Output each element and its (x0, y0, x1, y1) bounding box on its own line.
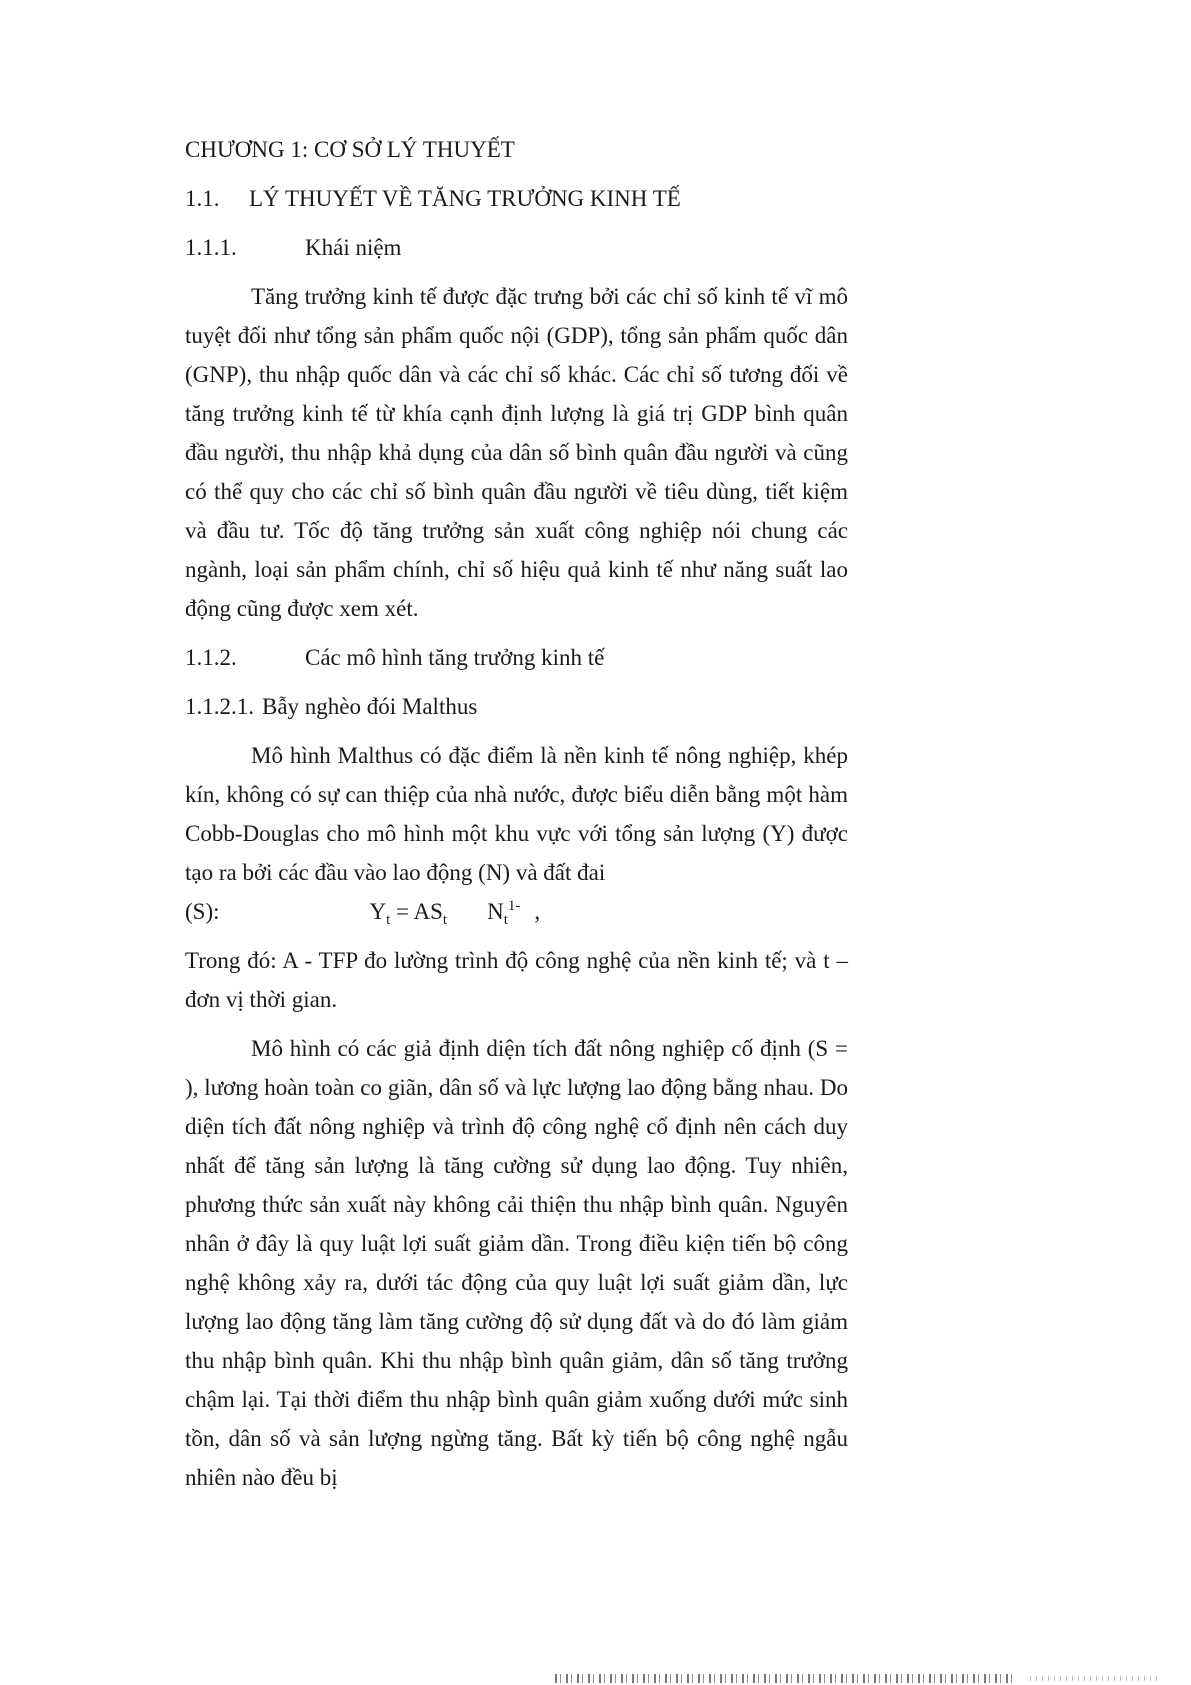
chapter-heading: CHƯƠNG 1: CƠ SỞ LÝ THUYẾT (185, 137, 515, 162)
next-page-preview-artifact-right (1030, 1676, 1160, 1681)
section-number: 1.1.1. (185, 235, 237, 260)
section-title: Khái niệm (305, 235, 402, 260)
section-title: Các mô hình tăng trưởng kinh tế (305, 645, 605, 670)
formula-exponent: 1- (507, 898, 521, 914)
document-page (185, 130, 848, 1507)
next-page-preview-artifact (555, 1674, 1017, 1683)
formula-n: N (487, 899, 504, 924)
paragraph-khai-niem: Tăng trưởng kinh tế được đặc trưng bởi các chỉ số kinh tế vĩ mô tuyệt đối như tổng sản phẩm quốc nội (GDP), tổng sản phẩm quốc dân (GNP), thu nhập quốc dân và các chỉ số khác. Các chỉ số tương đối về tăng trưởng kinh tế từ khía cạnh định lượng là giá trị GDP bình quân đầu người, thu nhập khả dụng của dân số bình quân đầu người và cũng có thể quy cho các chỉ số bình quân đầu người về tiêu dùng, tiết kiệm và đầu tư. Tốc độ tăng trưởng sản xuất công nghiệp nói chung các ngành, loại sản phẩm chính, chỉ số hiệu quả kinh tế như năng suất lao động cũng được xem xét. (185, 284, 848, 621)
section-heading-1-1 (185, 179, 848, 218)
formula-lead: (S): (185, 899, 220, 924)
paragraph-gia-dinh: Mô hình có các giả định diện tích đất nông nghiệp cố định (S = ), lương hoàn toàn co giãn, dân số và lực lượng lao động bằng nhau. Do diện tích đất nông nghiệp và trình độ công nghệ cố định nên cách duy nhất để tăng sản lượng là tăng cường sử dụng lao động. Tuy nhiên, phương thức sản xuất này không cải thiện thu nhập bình quân. Nguyên nhân ở đây là quy luật lợi suất giảm dần. Trong điều kiện tiến bộ công nghệ không xảy ra, dưới tác động của quy luật lợi suất giảm dần, lực lượng lao động tăng làm tăng cường độ sử dụng đất và do đó làm giảm thu nhập bình quân. Khi thu nhập bình quân giảm, dân số tăng trưởng chậm lại. Tại thời điểm thu nhập bình quân giảm xuống dưới mức sinh tồn, dân số và sản lượng ngừng tăng. Bất kỳ tiến bộ công nghệ ngẫu nhiên nào đều bị (185, 1036, 848, 1490)
section-heading-1-1-1 (185, 228, 848, 267)
formula-n-term (487, 892, 520, 931)
formula-equals-as: = AS (390, 899, 443, 924)
section-number: 1.1.2. (185, 645, 237, 670)
paragraph-trong-do: Trong đó: A - TFP đo lường trình độ công nghệ của nền kinh tế; và t – đơn vị thời gian. (185, 948, 848, 1012)
paragraph-malthus: Mô hình Malthus có đặc điểm là nền kinh tế nông nghiệp, khép kín, không có sự can thiệp của nhà nước, được biểu diễn bằng một hàm Cobb-Douglas cho mô hình một khu vực với tổng sản lượng (Y) được tạo ra bởi các đầu vào lao động (N) và đất đai (185, 743, 848, 885)
section-heading-1-1-2-1 (185, 687, 848, 726)
formula-y: Y (369, 899, 387, 924)
formula-sub-t: t (386, 912, 391, 928)
section-number: 1.1.2.1. (185, 694, 254, 719)
formula-comma: , (534, 899, 541, 924)
section-title: LÝ THUYẾT VỀ TĂNG TRƯỞNG KINH TẾ (249, 186, 681, 211)
formula-line (185, 892, 848, 931)
formula-main (370, 892, 448, 931)
formula-sub-t: t (442, 912, 448, 928)
formula-sub-t: t (503, 912, 508, 928)
section-number: 1.1. (185, 186, 220, 211)
section-title: Bẫy nghèo đói Malthus (262, 694, 478, 719)
section-heading-1-1-2 (185, 638, 848, 677)
